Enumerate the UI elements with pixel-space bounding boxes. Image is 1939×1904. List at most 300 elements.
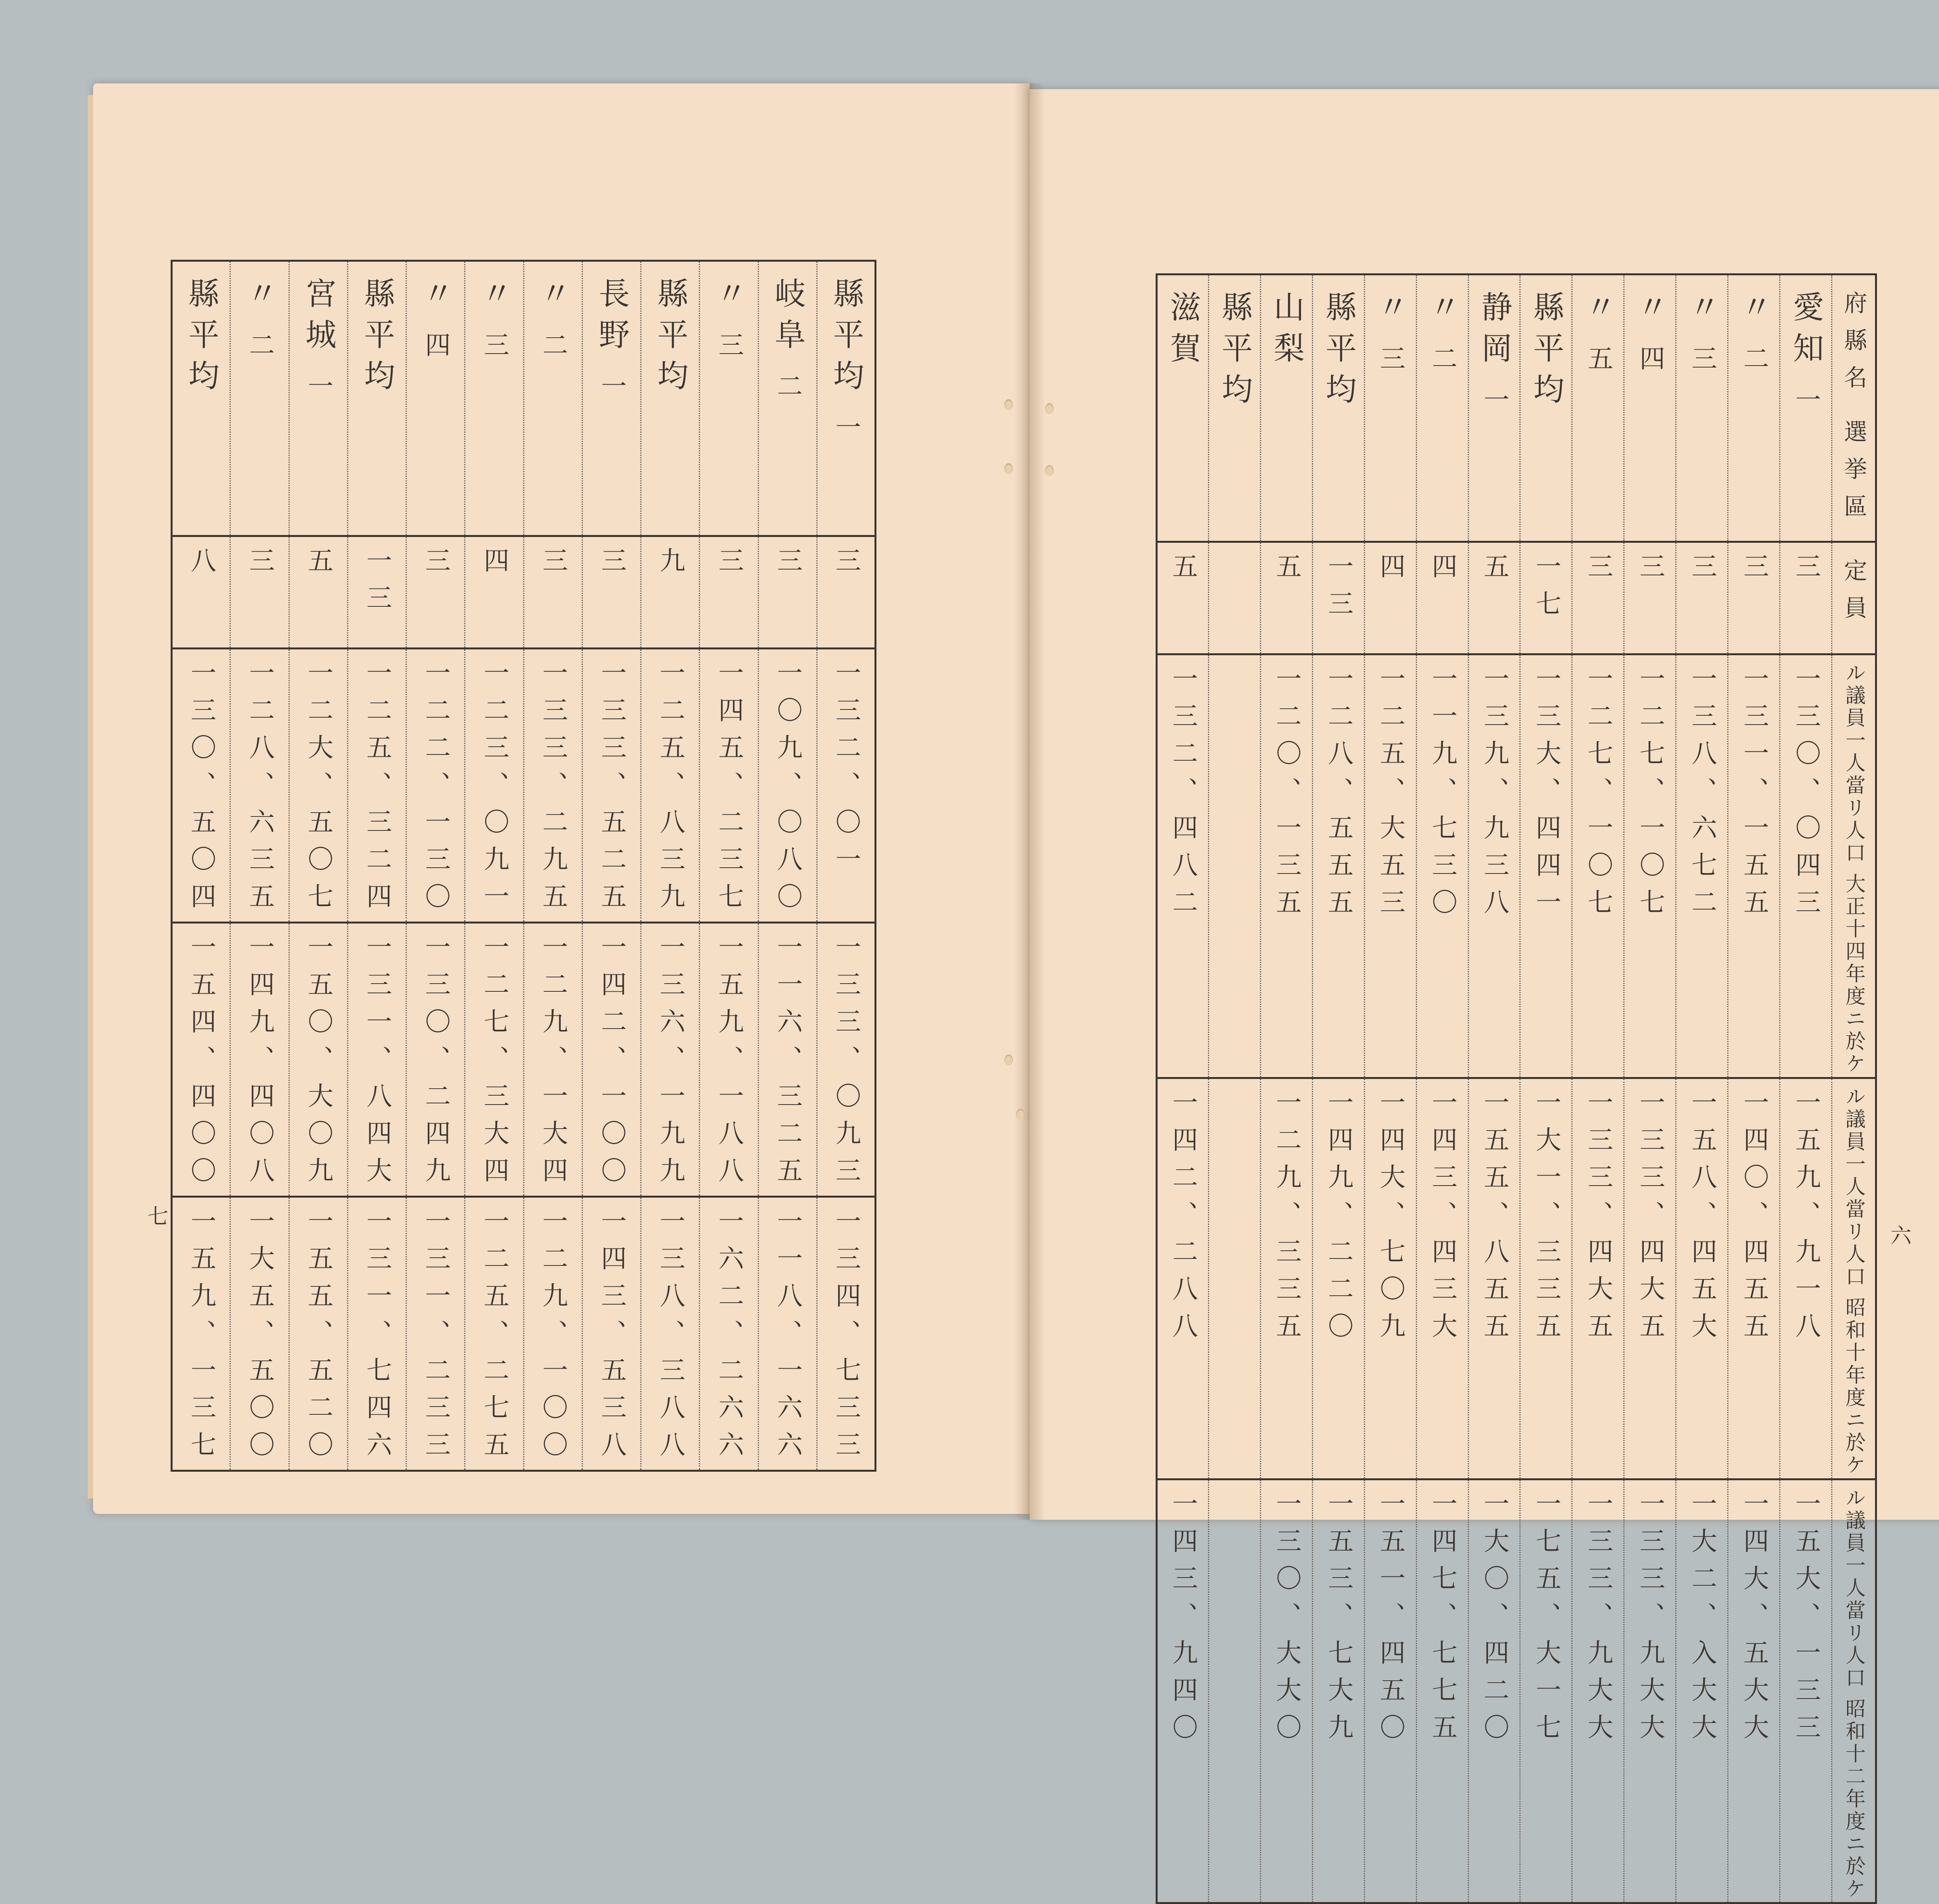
binding-hole	[1016, 1109, 1025, 1120]
showa12-cell	[347, 1197, 406, 1471]
showa12-cell-text: 一大二、入大大	[1687, 1490, 1717, 1751]
seats-cell	[1676, 542, 1728, 654]
showa10-cell-text: 一二七、三大四	[479, 934, 510, 1194]
showa10-cell-text: 一三一、八四大	[362, 934, 392, 1194]
prefecture-cell-text: 滋賀	[1165, 291, 1201, 373]
right-page	[1030, 89, 1939, 1901]
page-edge	[88, 95, 93, 1498]
showa10-cell-text: 一大一、三三五	[1531, 1089, 1561, 1350]
taisho14-cell	[817, 649, 875, 923]
seats-cell	[1208, 542, 1260, 654]
showa12-cell-text: 一四三、五三八	[596, 1208, 627, 1468]
prefecture-cell	[465, 261, 524, 536]
showa12-cell-text: 一大五、五〇〇	[245, 1208, 275, 1468]
taisho14-cell-text: 一二二、一三〇	[420, 659, 451, 920]
district-number: 二	[1427, 345, 1457, 382]
showa10-cell	[347, 923, 406, 1197]
showa10-cell	[700, 923, 758, 1197]
taisho14-cell-text: 一二五、三二四	[362, 659, 392, 920]
seats-cell-text: 三	[714, 547, 744, 584]
seats-cell-text: 八	[186, 547, 216, 584]
showa10-cell	[406, 923, 465, 1197]
showa10-cell-text: 一五八、四五大	[1687, 1089, 1717, 1350]
prefecture-cell-text: 静岡	[1476, 291, 1512, 373]
showa10-cell	[1416, 1078, 1468, 1479]
prefecture-cell	[524, 261, 582, 536]
showa10-cell	[817, 923, 875, 1197]
binding-hole	[1004, 399, 1013, 410]
showa12-cell-text: 一五五、五二〇	[303, 1208, 334, 1468]
district-number: 一	[1479, 386, 1509, 423]
showa10-cell-text: 一四二、二八八	[1168, 1089, 1198, 1350]
taisho14-cell-text: 一三二、四八二	[1168, 665, 1198, 926]
row-showa10	[1157, 1078, 1876, 1479]
taisho14-cell-text: 一三大、四四一	[1531, 665, 1561, 926]
showa12-cell-text: 一五一、四五〇	[1375, 1490, 1405, 1751]
prefecture-cell	[406, 261, 465, 536]
taisho14-cell-text: 一二大、五〇七	[303, 659, 334, 920]
showa10-cell-text: 一四三、四三大	[1427, 1089, 1457, 1350]
showa12-cell-text: 一三一、二三三	[420, 1208, 451, 1468]
showa10-cell-text: 一三三、〇九三	[831, 934, 861, 1194]
showa12-cell	[1157, 1479, 1209, 1903]
header-showa12	[1832, 1479, 1876, 1903]
showa10-cell	[1208, 1078, 1260, 1479]
seats-cell	[1416, 542, 1468, 654]
prefecture-cell-text: 縣平均	[183, 277, 219, 400]
binding-hole	[1045, 465, 1054, 476]
prefecture-cell-text: 岐阜	[769, 277, 806, 359]
district-number: 三	[1687, 345, 1717, 382]
showa10-cell-text: 一四大、七〇九	[1375, 1089, 1405, 1350]
taisho14-cell-text: 一二八、五五五	[1323, 665, 1353, 926]
showa12-cell-text: 一一八、一六六	[772, 1208, 803, 1468]
prefecture-cell	[1416, 274, 1468, 542]
showa12-cell-text: 一七五、大一七	[1531, 1490, 1561, 1751]
taisho14-cell-text: 一二八、六三五	[245, 659, 275, 920]
showa10-cell-text: 一五〇、大〇九	[303, 934, 334, 1194]
taisho14-cell	[1208, 654, 1260, 1078]
showa10-cell-text: 一五五、八五五	[1479, 1089, 1509, 1350]
taisho14-cell-text: 一二〇、一三五	[1271, 665, 1301, 926]
showa12-cell-text: 一二五、二七五	[479, 1208, 510, 1468]
showa12-cell	[1624, 1479, 1676, 1903]
showa10-cell	[1676, 1078, 1728, 1479]
row-names	[1157, 274, 1876, 542]
prefecture-cell	[1364, 274, 1416, 542]
row-showa12	[1157, 1479, 1876, 1903]
showa12-cell-text: 一五大、一三三	[1791, 1490, 1821, 1751]
seats-cell	[758, 536, 817, 649]
binding-hole	[1045, 403, 1054, 414]
showa12-cell	[1312, 1479, 1364, 1903]
seats-cell	[1312, 542, 1364, 654]
showa10-cell-text: 一四九、四〇八	[245, 934, 275, 1194]
showa10-cell-text: 一四二、一〇〇	[596, 934, 627, 1194]
seats-cell	[1728, 542, 1780, 654]
district-number: 一	[596, 373, 627, 410]
district-number: 五	[1583, 345, 1613, 382]
prefecture-cell-text: 〃	[476, 277, 512, 318]
prefecture-cell	[1520, 274, 1572, 542]
showa10-cell-text: 一三〇、二四九	[420, 934, 451, 1194]
showa12-cell	[406, 1197, 465, 1471]
prefecture-cell	[1780, 274, 1832, 542]
seats-cell-text: 五	[1479, 553, 1509, 590]
taisho14-cell-text: 一三二、〇一	[831, 659, 861, 883]
seats-cell	[1520, 542, 1572, 654]
header-showa10-text: 昭和十年度ニ於ケ	[1842, 1297, 1865, 1477]
seats-cell-text: 三	[1739, 553, 1769, 590]
showa10-cell	[230, 923, 289, 1197]
showa12-cell-text: 一五三、七大九	[1323, 1490, 1353, 1751]
taisho14-cell	[1416, 654, 1468, 1078]
taisho14-cell	[1676, 654, 1728, 1078]
taisho14-cell	[758, 649, 817, 923]
seats-cell-text: 五	[303, 547, 334, 584]
prefecture-cell-text: 縣平均	[828, 277, 864, 400]
showa10-cell	[1520, 1078, 1572, 1479]
showa10-cell-text: 一二九、三三五	[1271, 1089, 1301, 1350]
showa10-cell-text: 一三三、四大五	[1583, 1089, 1613, 1350]
showa10-cell-text: 一一六、三二五	[772, 934, 803, 1194]
seats-cell-text: 三	[772, 547, 803, 584]
seats-cell	[700, 536, 758, 649]
prefecture-cell	[347, 261, 406, 536]
taisho14-cell-text: 一三〇、五〇四	[186, 659, 216, 920]
taisho14-cell-text: 一三三、二九五	[538, 659, 568, 920]
seats-cell	[230, 536, 289, 649]
showa12-cell	[1676, 1479, 1728, 1903]
row-seats	[172, 536, 876, 649]
header-showa12-text: 昭和十二年度ニ於ケ	[1842, 1698, 1865, 1901]
showa12-cell	[524, 1197, 582, 1471]
prefecture-cell-text: 〃	[1580, 291, 1616, 332]
seats-cell-text: 三	[1635, 553, 1665, 590]
seats-cell	[641, 536, 700, 649]
showa12-cell-text: 一四七、七七五	[1427, 1490, 1457, 1751]
seats-cell	[1780, 542, 1832, 654]
header-taisho14-text: 大正十四年度ニ於ケ	[1842, 873, 1865, 1075]
taisho14-cell	[700, 649, 758, 923]
prefecture-cell-text: 山梨	[1268, 291, 1305, 373]
prefecture-cell-text: 宮城	[300, 277, 337, 359]
prefecture-cell	[1208, 274, 1260, 542]
showa10-cell-text: 一三六、一九九	[655, 934, 685, 1194]
prefecture-cell	[758, 261, 817, 536]
taisho14-cell-text: 一三三、五二五	[596, 659, 627, 920]
seats-cell-text: 三	[420, 547, 451, 584]
seats-cell	[1260, 542, 1312, 654]
taisho14-cell-text: 一二五、大五三	[1375, 665, 1405, 926]
seats-cell-text: 一七	[1531, 553, 1561, 627]
header-seats-text: 定員	[1840, 558, 1867, 633]
showa12-cell	[172, 1197, 230, 1471]
taisho14-cell-text: 一二七、一〇七	[1635, 665, 1665, 926]
showa12-cell-text: 一三三、九大大	[1635, 1490, 1665, 1751]
showa10-cell	[465, 923, 524, 1197]
showa10-cell-text: 一四〇、四五五	[1739, 1089, 1769, 1350]
showa12-cell-text: 一二九、一〇〇	[538, 1208, 568, 1468]
prefecture-cell-text: 〃	[1372, 291, 1408, 332]
taisho14-cell-text: 一一九、七三〇	[1427, 665, 1457, 926]
row-seats	[1157, 542, 1876, 654]
seats-cell-text: 三	[831, 547, 861, 584]
district-number: 三	[479, 331, 510, 369]
showa12-cell	[1520, 1479, 1572, 1903]
district-number: 三	[714, 331, 744, 369]
seats-cell	[817, 536, 875, 649]
prefecture-cell	[1728, 274, 1780, 542]
prefecture-cell	[582, 261, 641, 536]
showa12-cell	[1208, 1479, 1260, 1903]
seats-cell	[289, 536, 347, 649]
taisho14-cell	[1364, 654, 1416, 1078]
header-name-text: 選挙區	[1840, 419, 1867, 531]
prefecture-cell-text: 〃	[1632, 291, 1668, 332]
prefecture-cell	[1157, 274, 1209, 542]
row-showa10	[172, 923, 876, 1197]
prefecture-cell	[230, 261, 289, 536]
taisho14-cell	[1260, 654, 1312, 1078]
prefecture-cell	[1468, 274, 1520, 542]
prefecture-cell-text: 〃	[417, 277, 454, 318]
showa10-cell	[758, 923, 817, 1197]
taisho14-cell	[1157, 654, 1209, 1078]
showa10-cell-text: 一二九、一大四	[538, 934, 568, 1194]
taisho14-cell	[406, 649, 465, 923]
district-number: 二	[245, 331, 275, 369]
prefecture-cell-text: 縣平均	[1528, 291, 1564, 414]
seats-cell	[347, 536, 406, 649]
seats-cell	[1364, 542, 1416, 654]
taisho14-cell-text: 一三〇、〇四三	[1791, 665, 1821, 926]
showa10-cell-text: 一五九、九一八	[1791, 1089, 1821, 1350]
seats-cell	[406, 536, 465, 649]
showa12-cell	[1416, 1479, 1468, 1903]
district-number: 二	[538, 331, 568, 369]
taisho14-cell	[1780, 654, 1832, 1078]
taisho14-cell-text: 一二五、八三九	[655, 659, 685, 920]
showa10-cell	[524, 923, 582, 1197]
showa10-cell	[1780, 1078, 1832, 1479]
showa12-cell	[1468, 1479, 1520, 1903]
row-taisho14	[172, 649, 876, 923]
showa12-cell	[230, 1197, 289, 1471]
prefecture-cell	[289, 261, 347, 536]
taisho14-cell-text: 一三八、六七二	[1687, 665, 1717, 926]
showa10-cell	[1260, 1078, 1312, 1479]
header-showa10-text: ル議員一人當リ人口	[1842, 1086, 1865, 1288]
district-number: 四	[1635, 345, 1665, 382]
taisho14-cell	[1312, 654, 1364, 1078]
prefecture-cell-text: 長野	[593, 277, 630, 359]
prefecture-cell	[641, 261, 700, 536]
taisho14-cell	[230, 649, 289, 923]
showa12-cell	[289, 1197, 347, 1471]
prefecture-cell-text: 〃	[710, 277, 747, 318]
showa12-cell-text: 一三〇、大大〇	[1271, 1490, 1301, 1751]
taisho14-cell	[172, 649, 230, 923]
header-name-text: 府縣名	[1840, 291, 1867, 402]
prefecture-cell-text: 縣平均	[1216, 291, 1253, 414]
seats-cell-text: 一三	[1323, 553, 1353, 627]
seats-cell-text: 三	[538, 547, 568, 584]
seats-cell	[465, 536, 524, 649]
prefecture-cell	[1624, 274, 1676, 542]
taisho14-cell	[1624, 654, 1676, 1078]
showa10-cell	[582, 923, 641, 1197]
right-data-table	[1156, 273, 1877, 1904]
prefecture-cell-text: 〃	[1736, 291, 1772, 332]
taisho14-cell	[1520, 654, 1572, 1078]
showa12-cell	[1364, 1479, 1416, 1903]
prefecture-cell	[1260, 274, 1312, 542]
prefecture-cell	[1312, 274, 1364, 542]
header-showa12-text: ル議員一人當リ人口	[1842, 1487, 1865, 1690]
taisho14-cell	[1572, 654, 1624, 1078]
taisho14-cell	[641, 649, 700, 923]
seats-cell	[172, 536, 230, 649]
seats-cell-text: 五	[1168, 553, 1198, 590]
taisho14-cell	[465, 649, 524, 923]
prefecture-cell-text: 〃	[535, 277, 571, 318]
page-number: 七	[147, 1204, 168, 1229]
seats-cell-text: 三	[1791, 553, 1821, 590]
taisho14-cell	[289, 649, 347, 923]
showa10-cell	[1624, 1078, 1676, 1479]
row-showa12	[172, 1197, 876, 1471]
book-spine	[1014, 83, 1045, 1520]
showa10-cell	[1364, 1078, 1416, 1479]
showa10-cell	[1312, 1078, 1364, 1479]
district-number: 四	[420, 331, 451, 369]
row-names	[172, 261, 876, 536]
showa12-cell	[758, 1197, 817, 1471]
prefecture-cell-text: 縣平均	[652, 277, 688, 400]
district-number: 二	[772, 373, 803, 410]
showa12-cell-text: 一三四、七三三	[831, 1208, 861, 1468]
showa12-cell	[817, 1197, 875, 1471]
seats-cell-text: 四	[1375, 553, 1405, 590]
seats-cell-text: 九	[655, 547, 685, 584]
showa12-cell-text: 一六二、二六六	[714, 1208, 744, 1468]
showa12-cell	[465, 1197, 524, 1471]
taisho14-cell	[1468, 654, 1520, 1078]
seats-cell	[1468, 542, 1520, 654]
seats-cell-text: 三	[245, 547, 275, 584]
showa12-cell-text: 一大〇、四二〇	[1479, 1490, 1509, 1751]
seats-cell	[1157, 542, 1209, 654]
prefecture-cell-text: 縣平均	[359, 277, 395, 400]
seats-cell-text: 五	[1271, 553, 1301, 590]
page-number: 六	[1891, 1224, 1911, 1248]
taisho14-cell-text: 一三九、九三八	[1479, 665, 1509, 926]
prefecture-cell	[1676, 274, 1728, 542]
showa12-cell	[1728, 1479, 1780, 1903]
prefecture-cell-text: 〃	[1684, 291, 1720, 332]
taisho14-cell-text: 一二三、〇九一	[479, 659, 510, 920]
taisho14-cell	[1728, 654, 1780, 1078]
header-showa10	[1832, 1078, 1876, 1479]
showa10-cell	[172, 923, 230, 1197]
header-taisho14-text: ル議員一人當リ人口	[1842, 662, 1865, 865]
showa10-cell	[1572, 1078, 1624, 1479]
header-taisho14	[1832, 654, 1876, 1078]
district-number: 二	[1739, 345, 1769, 382]
seats-cell-text: 一三	[362, 547, 392, 621]
district-number: 三	[1375, 345, 1405, 382]
showa12-cell-text: 一三八、三八八	[655, 1208, 685, 1468]
taisho14-cell-text: 一三一、一五五	[1739, 665, 1769, 926]
showa10-cell	[641, 923, 700, 1197]
showa12-cell	[700, 1197, 758, 1471]
showa10-cell-text: 一三三、四大五	[1635, 1089, 1665, 1350]
showa10-cell-text: 一五四、四〇〇	[186, 934, 216, 1194]
showa12-cell	[1572, 1479, 1624, 1903]
showa10-cell	[1157, 1078, 1209, 1479]
showa10-cell-text: 一五九、一八八	[714, 934, 744, 1194]
header-seats	[1832, 542, 1876, 654]
taisho14-cell	[582, 649, 641, 923]
seats-cell-text: 三	[1687, 553, 1717, 590]
showa10-cell-text: 一四九、二二〇	[1323, 1089, 1353, 1350]
prefecture-cell-text: 縣平均	[1320, 291, 1357, 414]
seats-cell	[1572, 542, 1624, 654]
district-number: 一	[1791, 386, 1821, 423]
left-page	[93, 83, 1030, 1514]
showa12-cell-text: 一三三、九大大	[1583, 1490, 1613, 1751]
seats-cell	[1624, 542, 1676, 654]
binding-hole	[1004, 1055, 1013, 1065]
showa12-cell-text: 一五九、一三七	[186, 1208, 216, 1468]
showa12-cell-text: 一四大、五大大	[1739, 1490, 1769, 1751]
showa12-cell-text: 一三一、七四六	[362, 1208, 392, 1468]
header-name	[1832, 274, 1876, 542]
showa12-cell	[641, 1197, 700, 1471]
prefecture-cell	[817, 261, 875, 536]
showa12-cell	[1780, 1479, 1832, 1903]
prefecture-cell-text: 愛知	[1788, 291, 1824, 373]
left-data-table	[171, 260, 876, 1472]
seats-cell-text: 三	[596, 547, 627, 584]
prefecture-cell	[172, 261, 230, 536]
showa10-cell	[1468, 1078, 1520, 1479]
seats-cell	[524, 536, 582, 649]
showa10-cell	[289, 923, 347, 1197]
district-number: 一	[303, 373, 334, 410]
seats-cell-text: 四	[479, 547, 510, 584]
taisho14-cell-text: 一〇九、〇八〇	[772, 659, 803, 920]
showa10-cell	[1728, 1078, 1780, 1479]
row-taisho14	[1157, 654, 1876, 1078]
taisho14-cell	[524, 649, 582, 923]
showa12-cell-text: 一四三、九四〇	[1168, 1490, 1198, 1751]
seats-cell-text: 三	[1583, 553, 1613, 590]
district-number: 一	[831, 414, 861, 451]
taisho14-cell-text: 一二七、一〇七	[1583, 665, 1613, 926]
seats-cell	[582, 536, 641, 649]
binding-hole	[1004, 463, 1013, 474]
taisho14-cell	[347, 649, 406, 923]
taisho14-cell-text: 一四五、二三七	[714, 659, 744, 920]
seats-cell-text: 四	[1427, 553, 1457, 590]
prefecture-cell-text: 〃	[241, 277, 278, 318]
showa12-cell	[582, 1197, 641, 1471]
showa12-cell	[1260, 1479, 1312, 1903]
prefecture-cell	[700, 261, 758, 536]
prefecture-cell-text: 〃	[1424, 291, 1460, 332]
